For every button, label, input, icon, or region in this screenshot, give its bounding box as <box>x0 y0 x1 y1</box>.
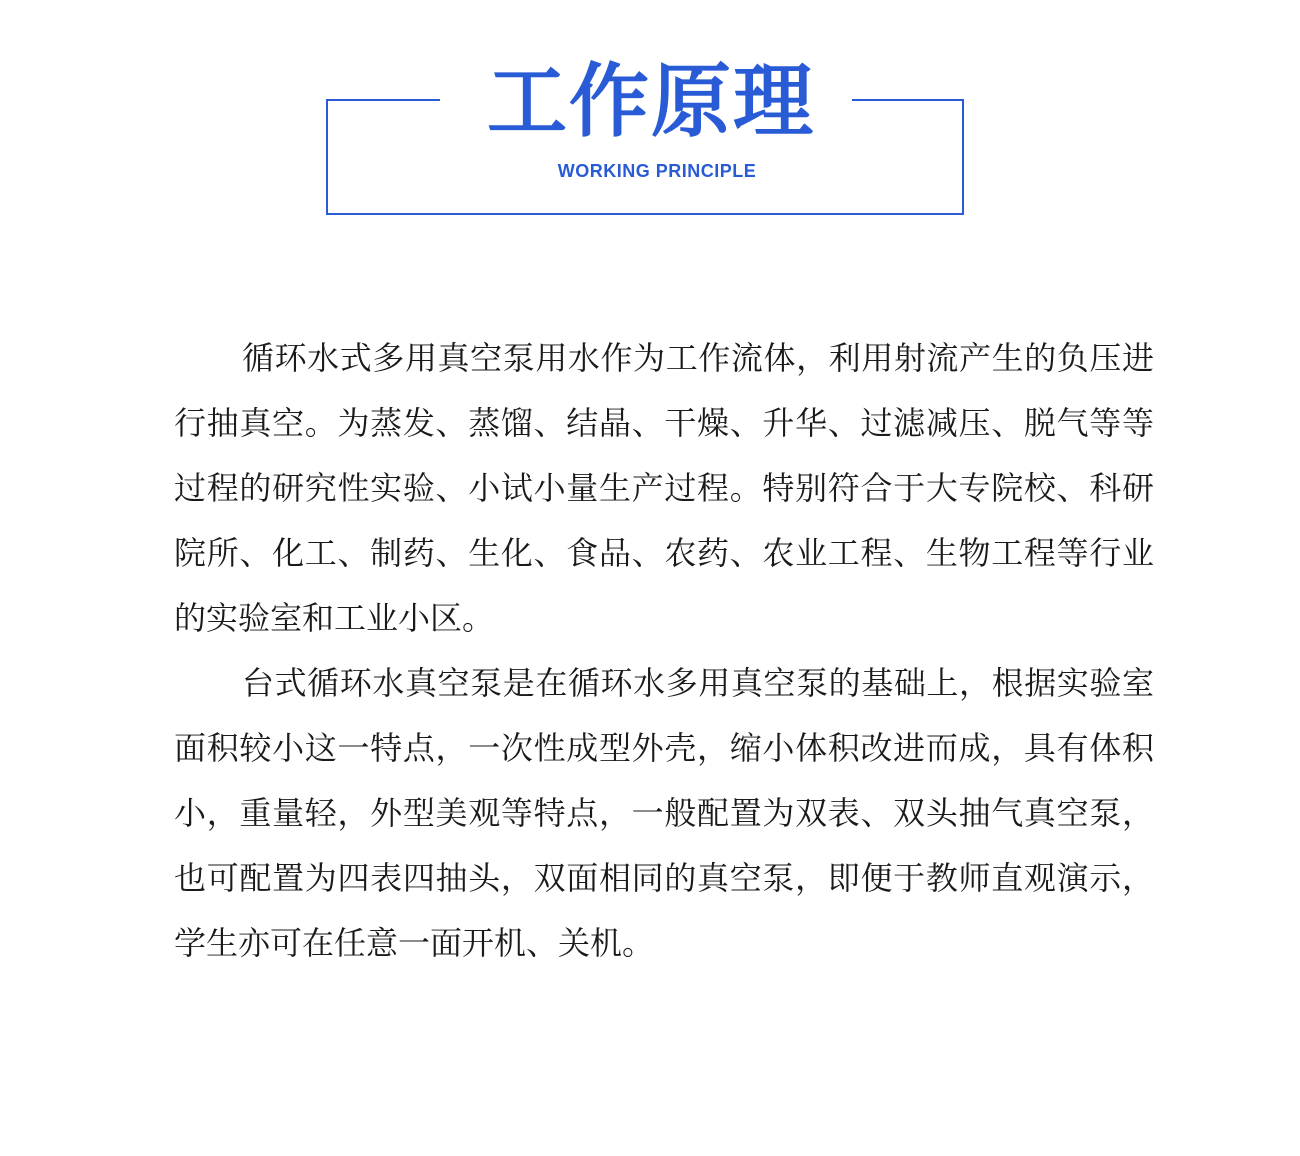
content-body <box>174 326 1154 976</box>
paragraph-1: 循环水式多用真空泵用水作为工作流体，利用射流产生的负压进行抽真空。为蒸发、蒸馏、结晶、干燥、升华、过滤减压、脱气等等过程的研究性实验、小试小量生产过程。特别符合于大专院校、科研院所、化工、制药、生化、食品、农药、农业工程、生物工程等行业的实验室和工业小区。 <box>174 339 1154 637</box>
page-title: 工作原理 <box>487 55 815 148</box>
paragraph-2: 台式循环水真空泵是在循环水多用真空泵的基础上，根据实验室面积较小这一特点，一次性成型外壳，缩小体积改进而成，具有体积小，重量轻，外型美观等特点，一般配置为双表、双头抽气真空泵，也可配置为四表四抽头，双面相同的真空泵，即便于教师直观演示，学生亦可在任意一面开机、关机。 <box>174 664 1154 962</box>
page-subtitle: WORKING PRINCIPLE <box>557 161 757 181</box>
